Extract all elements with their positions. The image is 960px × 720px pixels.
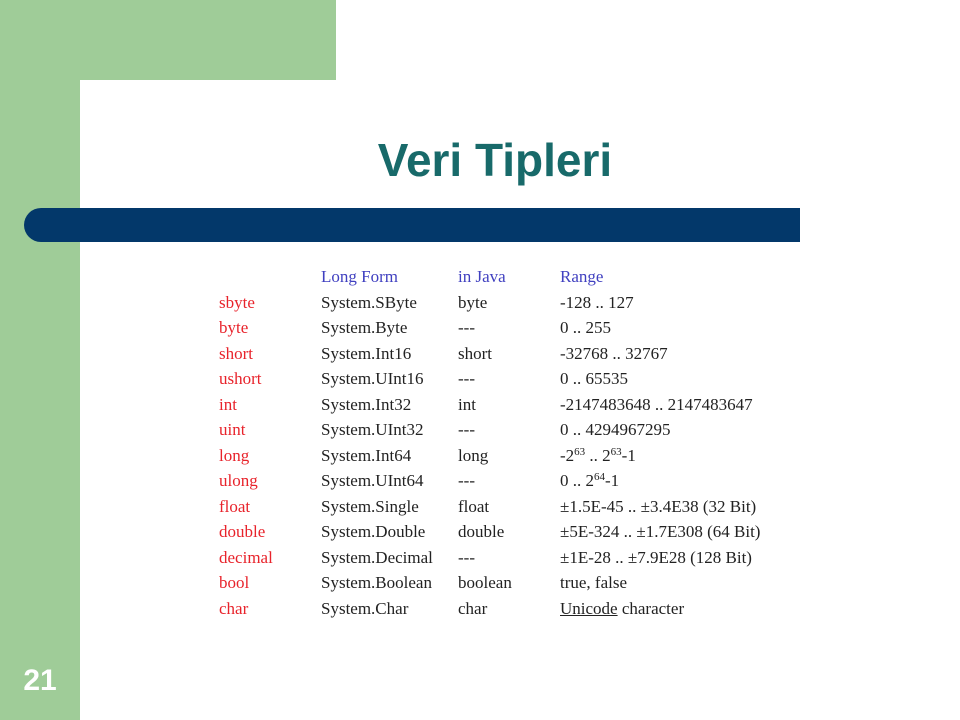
alias-cell: ulong [219, 471, 258, 490]
java-cell: char [458, 598, 488, 618]
long-form-cell: System.SByte [321, 292, 417, 312]
data-types-table [214, 264, 760, 621]
alias-cell: char [219, 598, 249, 618]
header-long-form: Long Form [321, 267, 398, 286]
alias-cell: double [219, 522, 266, 541]
table-row [214, 341, 760, 367]
table-row [214, 494, 760, 520]
range-text: .. 2 [585, 445, 611, 465]
table-row [214, 417, 760, 443]
table-row [214, 519, 760, 545]
alias-cell: int [219, 394, 237, 414]
long-form-cell: System.Double [321, 522, 426, 541]
range-cell [560, 468, 760, 494]
unicode-link[interactable]: Unicode [560, 598, 618, 618]
table-row [214, 392, 760, 418]
green-side-frame [0, 0, 80, 720]
table-row [214, 443, 760, 469]
table-row [214, 315, 760, 341]
range-cell: -128 .. 127 [560, 292, 634, 312]
alias-cell: decimal [219, 547, 273, 567]
range-text: -2 [560, 445, 575, 465]
slide-title: Veri Tipleri [377, 134, 613, 186]
table-row [214, 290, 760, 316]
table-row [214, 570, 760, 596]
table-row [214, 468, 760, 494]
title-underline-bar [24, 208, 800, 242]
green-top-frame [80, 0, 336, 80]
alias-cell: uint [219, 420, 246, 439]
range-cell: -2147483648 .. 2147483647 [560, 394, 753, 414]
long-form-cell: System.Single [321, 496, 419, 516]
exponent: 63 [574, 445, 586, 458]
long-form-cell: System.UInt16 [321, 369, 424, 388]
range-cell: ±5E-324 .. ±1.7E308 (64 Bit) [560, 522, 761, 541]
java-cell: --- [458, 318, 475, 337]
long-form-cell: System.UInt32 [321, 420, 424, 439]
java-cell: --- [458, 369, 475, 388]
header-alias [214, 264, 321, 290]
range-cell [560, 443, 760, 469]
long-form-cell: System.Int16 [321, 343, 412, 363]
table-row [214, 366, 760, 392]
alias-cell: bool [219, 573, 250, 592]
java-cell: double [458, 522, 505, 541]
long-form-cell: System.Decimal [321, 547, 433, 567]
table-header-row [214, 264, 760, 290]
alias-cell: ushort [219, 369, 262, 388]
range-cell: ±1.5E-45 .. ±3.4E38 (32 Bit) [560, 496, 757, 516]
range-text: -1 [621, 445, 636, 465]
table-row [214, 545, 760, 571]
long-form-cell: System.Char [321, 598, 409, 618]
range-cell: true, false [560, 573, 628, 592]
java-cell: boolean [458, 573, 512, 592]
table-row [214, 596, 760, 622]
alias-cell: sbyte [219, 292, 255, 312]
range-cell: 0 .. 65535 [560, 369, 628, 388]
range-cell: ±1E-28 .. ±7.9E28 (128 Bit) [560, 547, 752, 567]
range-text: 0 .. 2 [560, 471, 594, 490]
alias-cell: float [219, 496, 251, 516]
exponent: 64 [594, 471, 605, 483]
range-cell [560, 596, 760, 622]
range-cell: -32768 .. 32767 [560, 343, 668, 363]
range-cell: 0 .. 4294967295 [560, 420, 671, 439]
java-cell: --- [458, 471, 475, 490]
range-text: -1 [605, 471, 620, 490]
long-form-cell: System.UInt64 [321, 471, 424, 490]
range-text: character [617, 598, 685, 618]
page-number: 21 [23, 664, 57, 697]
header-range: Range [560, 267, 604, 286]
java-cell: long [458, 445, 489, 465]
java-cell: short [458, 343, 492, 363]
alias-cell: short [219, 343, 253, 363]
long-form-cell: System.Boolean [321, 573, 432, 592]
java-cell: --- [458, 547, 475, 567]
java-cell: --- [458, 420, 475, 439]
java-cell: int [458, 394, 476, 414]
long-form-cell: System.Int32 [321, 394, 412, 414]
long-form-cell: System.Int64 [321, 445, 412, 465]
alias-cell: byte [219, 318, 249, 337]
header-in-java: in Java [458, 267, 506, 286]
long-form-cell: System.Byte [321, 318, 408, 337]
java-cell: byte [458, 292, 488, 312]
java-cell: float [458, 496, 490, 516]
exponent: 63 [610, 445, 622, 458]
range-cell: 0 .. 255 [560, 318, 611, 337]
alias-cell: long [219, 445, 250, 465]
